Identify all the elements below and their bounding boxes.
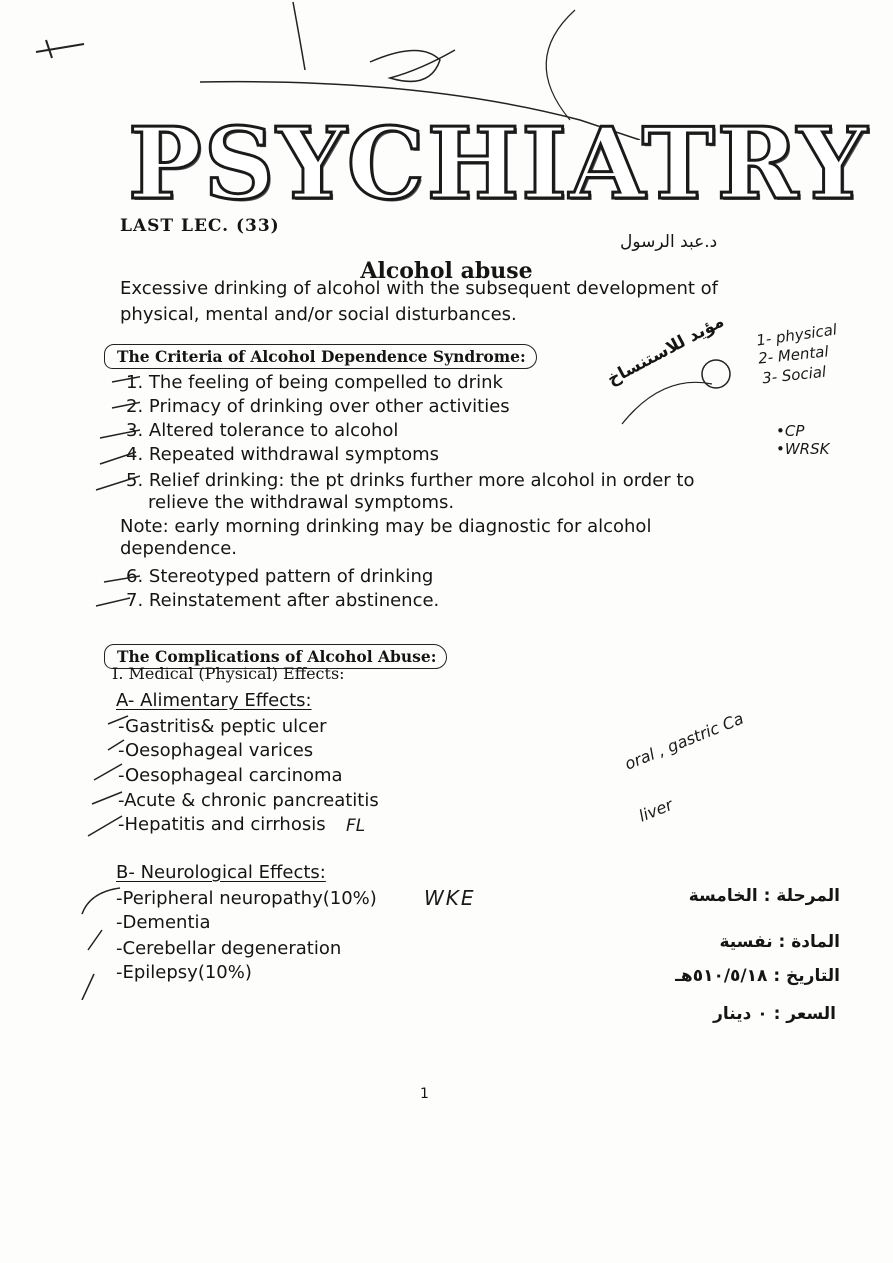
medical-effects-heading: I. Medical (Physical) Effects: [112,664,345,683]
alimentary-item: -Oesophageal varices [118,740,314,761]
criteria-item: 7. Reinstatement after abstinence. [126,590,440,611]
stamp-price: السعر : ٠ دينار [713,1004,836,1024]
margin-tick-marks [0,360,140,1000]
doctor-name: د.عبد الرسول [620,232,718,252]
handwritten-note: •CP [776,422,805,440]
lecture-number: LAST LEC. (33) [120,216,280,236]
neurological-heading: B- Neurological Effects: [116,862,326,883]
handwritten-note: 2- Mental [757,342,830,368]
stamp-date: التاريخ : ٥١٠/٥/١٨هـ [675,966,840,986]
handwritten-note: •WRSK [776,440,830,458]
criteria-item-continuation: relieve the withdrawal symptoms. [148,492,455,513]
handwritten-note: 1- physical [755,320,839,350]
criteria-item: 1. The feeling of being compelled to drink [126,372,503,393]
handwritten-note: liver [636,794,676,826]
criteria-item: 4. Repeated withdrawal symptoms [126,444,439,465]
criteria-item: 2. Primacy of drinking over other activities [126,396,510,417]
handwritten-note: WKE [424,886,476,910]
criteria-item: 6. Stereotyped pattern of drinking [126,566,434,587]
criteria-item: 5. Relief drinking: the pt drinks further more alcohol in order to [126,470,695,491]
alimentary-item: -Oesophageal carcinoma [118,765,343,786]
stamp-subject: المادة : نفسية [719,932,840,952]
alimentary-heading: A- Alimentary Effects: [116,690,312,711]
criteria-item: 3. Altered tolerance to alcohol [126,420,399,441]
handwritten-note: FL [346,816,366,836]
neurological-item: -Dementia [116,912,211,933]
page-number: 1 [420,1086,429,1102]
banner-title: PSYCHIATRY [128,107,870,222]
criteria-heading: The Criteria of Alcohol Dependence Syndrome: [104,344,537,369]
alimentary-item: -Acute & chronic pancreatitis [118,790,379,811]
criteria-note: Note: early morning drinking may be diagnostic for alcohol [120,516,652,537]
intro-line-2: physical, mental and/or social disturbances. [120,304,517,325]
neurological-item: -Cerebellar degeneration [116,938,342,959]
alimentary-item: -Gastritis& peptic ulcer [118,716,327,737]
intro-line-1: Excessive drinking of alcohol with the subsequent development of [120,278,718,299]
handwritten-note: oral , gastric Ca [622,708,747,774]
neurological-item: -Epilepsy(10%) [116,962,252,983]
page-title: Alcohol abuse [360,258,533,284]
complications-heading: The Complications of Alcohol Abuse: [104,644,447,669]
handwritten-note: 3- Social [761,362,827,388]
approval-stamp-text: مؤيد للاستنساخ [604,311,728,390]
stamp-stage: المرحلة : الخامسة [688,886,840,906]
neurological-item: -Peripheral neuropathy(10%) [116,888,377,909]
criteria-note-continuation: dependence. [120,538,238,559]
alimentary-item: -Hepatitis and cirrhosis [118,814,326,835]
